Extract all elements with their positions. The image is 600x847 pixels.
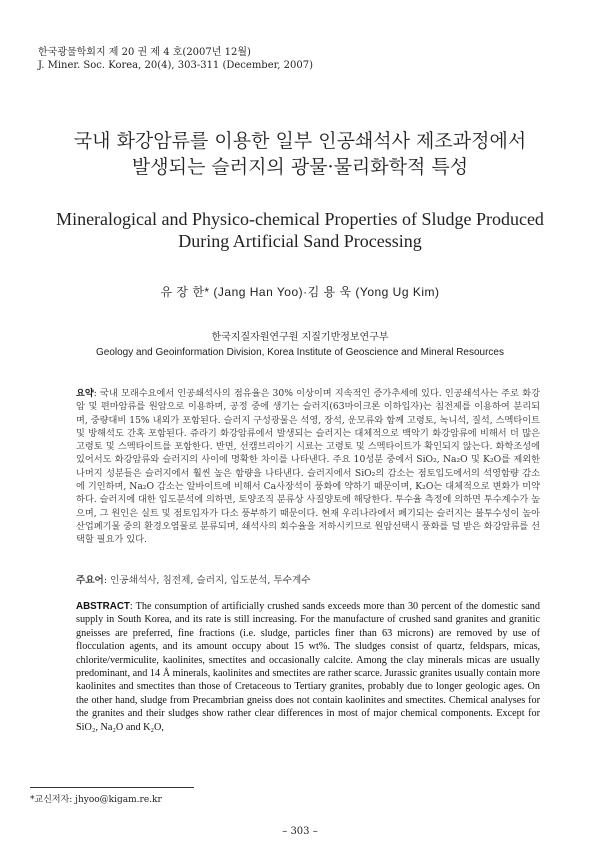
affiliation-english: Geology and Geoinformation Division, Korea Institute of Geoscience and Mineral Resources bbox=[96, 347, 504, 358]
abstract-korean-label: 요약 bbox=[76, 388, 94, 399]
page-number: – 303 – bbox=[282, 826, 318, 837]
abstract-english-label: ABSTRACT bbox=[76, 601, 130, 612]
title-korean bbox=[0, 128, 600, 180]
affiliation-korean: 한국지질자원연구원 지질기반정보연구부 bbox=[211, 332, 389, 343]
abstract-english-text: : The consumption of artificially crushed sands exceeds more than 30 percent of the domestic sand supply in South Korea, and its rate is still increasing. For the manufacture of crushed sand granites and granitic gneisses are preferred, fine fractions (i.e. sludge, particles finer than 63 microns) are removed by use of flocculation agents, and its amount occupy about 15 wt%. The sludges consist of quartz, feldspars, micas, chlorite/vermiculite, kaolinites, smectites and occasionally calcite. Among the clay minerals micas are usually predominant, and 14 Å minerals, kaolinites and smectites are rather scarce. Jurassic granites usually contain more kaolinites and smectites than those of Cretaceous to Tertiary granites, probably due to longer geologic ages. On the other hand, sludge from Precambrian gneiss does not contain kaolinites and smectites. Chemical analyses for the granites and their sludges show rather clear differences in most of major chemical components. Except for SiO₂, Na₂O and K₂O, bbox=[76, 601, 540, 733]
title-korean-line2: 발생되는 슬러지의 광물·물리화학적 특성 bbox=[131, 156, 469, 178]
abstract-english bbox=[76, 600, 540, 734]
corresponding-author-footnote: *교신저자: jhyoo@kigam.re.kr bbox=[30, 795, 162, 805]
journal-header-en: J. Miner. Soc. Korea, 20(4), 303-311 (December, 2007) bbox=[38, 60, 314, 71]
authors: 유 장 한* (Jang Han Yoo)·김 용 욱 (Yong Ug Kim) bbox=[160, 285, 440, 299]
title-english bbox=[0, 208, 600, 252]
affiliation bbox=[0, 330, 600, 360]
abstract-korean bbox=[76, 387, 540, 547]
keywords-korean bbox=[76, 572, 540, 586]
journal-header-kr: 한국광물학회지 제 20 권 제 4 호(2007년 12월) bbox=[38, 47, 251, 58]
footnote-divider bbox=[30, 787, 194, 788]
title-english-line1: Mineralogical and Physico-chemical Properties of Sludge Produced bbox=[56, 209, 544, 229]
abstract-korean-text: : 국내 모래수요에서 인공쇄석사의 점유율은 30% 이상이며 지속적인 증가추세에 있다. 인공쇄석사는 주로 화강암 및 편마암류를 원암으로 이용하며, 공정 중에 생기는 슬러지(63마이크론 이하입자)는 침전제를 이용하여 분리되며, 중량대비 15% 내외가 포함된다. 슬러지 구성광물은 석영, 장석, 운모류와 함께 고령토, 녹니석, 질석, 스멕타이트 및 방해석도 간혹 포함된다. 쥬라기 화강암류에서 발생되는 슬러지는 대체적으로 백악기 화강암류에 비해서 더 많은 고령토 및 스멕타이트를 포함한다. 반면, 선캠브리아기 시료는 고령토 및 스멕타이트가 확인되지 않는다. 화학조성에 있어서도 화강암류와 슬러지의 사이에 명확한 차이를 나타낸다. 주요 10성분 중에서 SiO₂, Na₂O 및 K₂O를 제외한 나머지 성분들은 슬러지에서 훨씬 높은 함량을 나타낸다. 슬러지에서 SiO₂의 감소는 점토입도에서의 석영함량 감소에 기인하며, Na₂O 감소는 알바이트에 비해서 Ca사장석이 풍화에 약하기 때문이며, K₂O는 대체적으로 변화가 미약하다. 슬러지에 대한 입도분석에 의하면, 토양조직 분류상 사질양토에 해당한다. 투수율 측정에 의하면 투수계수가 높으며, 그 원인은 실트 및 점토입자가 다소 풍부하기 때문이다. 현재 우리나라에서 폐기되는 슬러지는 불투수성이 높아 산업폐기물 중의 환경오염물로 분류되며, 쇄석사의 회수율을 저하시키므로 원암선택시 풍화를 덜 받은 화강암류를 선택할 필요가 있다. bbox=[76, 388, 540, 546]
keywords-korean-text: : 인공쇄석사, 침전제, 슬러지, 입도분석, 투수계수 bbox=[103, 575, 311, 586]
journal-header bbox=[38, 46, 313, 72]
keywords-korean-label: 주요어 bbox=[76, 575, 104, 586]
title-english-line2: During Artificial Sand Processing bbox=[178, 231, 422, 251]
title-korean-line1: 국내 화강암류를 이용한 일부 인공쇄석사 제조과정에서 bbox=[73, 130, 527, 152]
